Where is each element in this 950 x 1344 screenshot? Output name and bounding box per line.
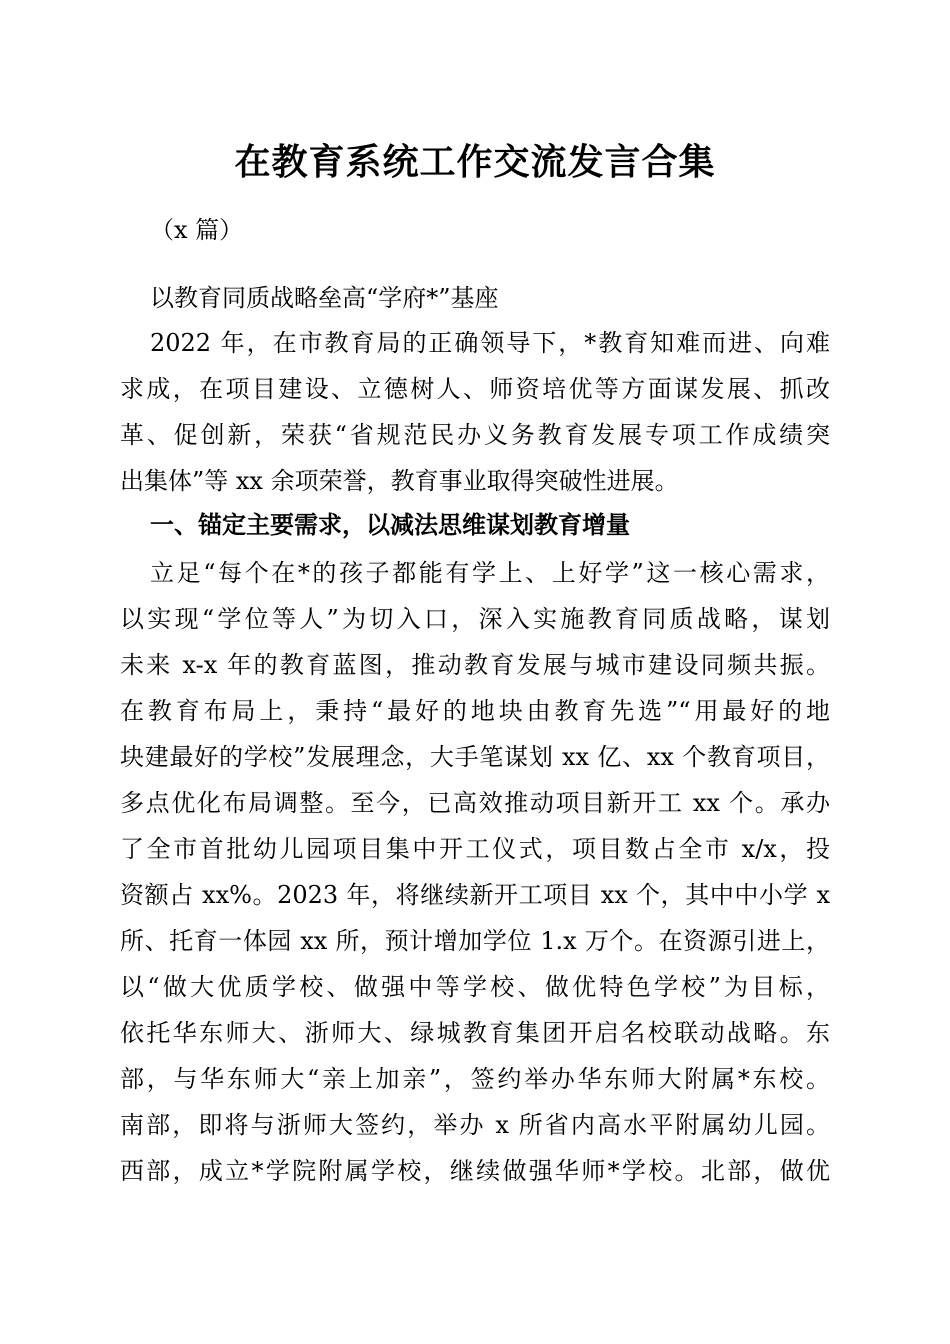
paragraph-line: 南部，即将与浙师大签约，举办 x 所省内高水平附属幼儿园。: [120, 1111, 830, 1139]
document-title: 在教育系统工作交流发言合集: [234, 141, 716, 183]
paragraph-line: 求成，在项目建设、立德树人、师资培优等方面谋发展、抓改: [120, 375, 830, 403]
paragraph-line: 在教育布局上，秉持“最好的地块由教育先选”“用最好的地: [120, 697, 830, 725]
paragraph-line: 多点优化布局调整。至今，已高效推动项目新开工 xx 个。承办: [120, 789, 830, 817]
collection-count-note: （x 篇）: [150, 216, 244, 244]
paragraph-line: 未来 x-x 年的教育蓝图，推动教育发展与城市建设同频共振。: [120, 651, 830, 679]
article-title: 以教育同质战略垒高“学府*”基座: [150, 284, 499, 312]
section-heading: 一、锚定主要需求，以减法思维谋划教育增量: [150, 511, 630, 539]
paragraph-line: 块建最好的学校”发展理念，大手笔谋划 xx 亿、xx 个教育项目，: [120, 743, 830, 771]
paragraph-line: 依托华东师大、浙师大、绿城教育集团开启名校联动战略。东: [120, 1019, 830, 1047]
paragraph-line: 出集体”等 xx 余项荣誉，教育事业取得突破性进展。: [120, 467, 679, 495]
paragraph-line: 2022 年，在市教育局的正确领导下，*教育知难而进、向难: [150, 329, 830, 357]
paragraph-line: 所、托育一体园 xx 所，预计增加学位 1.x 万个。在资源引进上，: [120, 927, 830, 955]
paragraph-line: 以“做大优质学校、做强中等学校、做优特色学校”为目标，: [120, 973, 830, 1001]
paragraph-line: 部，与华东师大“亲上加亲”，签约举办华东师大附属*东校。: [120, 1065, 830, 1093]
paragraph-line: 资额占 xx%。2023 年，将继续新开工项目 xx 个，其中中小学 x: [120, 881, 830, 909]
paragraph-line: 了全市首批幼儿园项目集中开工仪式，项目数占全市 x/x，投: [120, 835, 830, 863]
paragraph-line: 革、促创新，荣获“省规范民办义务教育发展专项工作成绩突: [120, 421, 830, 449]
paragraph-line: 以实现“学位等人”为切入口，深入实施教育同质战略，谋划: [120, 605, 830, 633]
paragraph-line: 西部，成立*学院附属学校，继续做强华师*学校。北部，做优: [120, 1157, 830, 1185]
paragraph-line: 立足“每个在*的孩子都能有学上、上好学”这一核心需求，: [150, 559, 830, 587]
